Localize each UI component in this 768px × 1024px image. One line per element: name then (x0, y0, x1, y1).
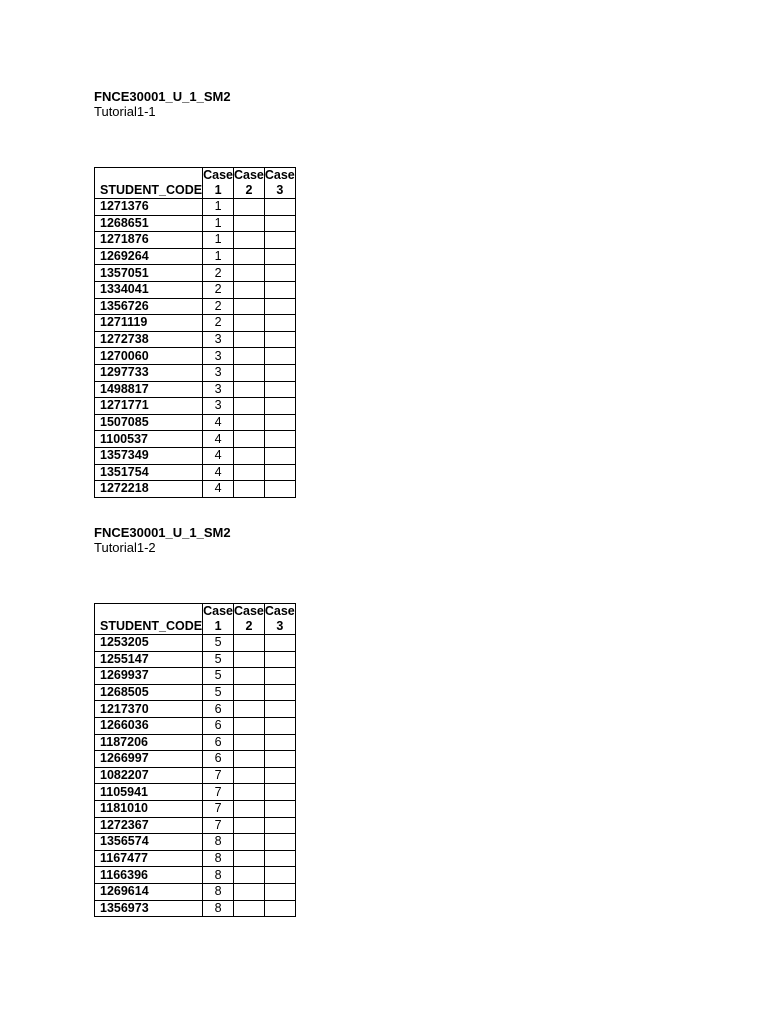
case-2-cell (233, 298, 264, 315)
case-2-cell (233, 398, 264, 415)
case-1-cell: 1 (203, 215, 234, 232)
table-row (95, 817, 296, 834)
tutorial-section-1 (94, 89, 295, 496)
case-1-cell: 8 (203, 867, 234, 884)
case-1-cell: 8 (203, 900, 234, 917)
case-1-cell: 4 (203, 481, 234, 498)
case-3-cell (264, 265, 295, 282)
case-2-cell (233, 701, 264, 718)
case-3-cell (264, 315, 295, 332)
student-code-cell: 1507085 (95, 414, 203, 431)
case-2-cell (233, 900, 264, 917)
case-1-cell: 3 (203, 381, 234, 398)
case-2-cell (233, 800, 264, 817)
case-1-cell: 7 (203, 767, 234, 784)
case-3-cell (264, 348, 295, 365)
case-1-cell: 6 (203, 717, 234, 734)
table-row (95, 447, 296, 464)
case-3-cell (264, 651, 295, 668)
case-3-cell (264, 381, 295, 398)
case-2-cell (233, 199, 264, 216)
case-3-cell (264, 481, 295, 498)
table-header-row (95, 168, 296, 199)
case-2-cell (233, 867, 264, 884)
case-1-cell: 2 (203, 281, 234, 298)
case-2-cell (233, 381, 264, 398)
case-3-cell (264, 900, 295, 917)
case-1-cell: 2 (203, 298, 234, 315)
tutorial-section-2 (94, 525, 295, 915)
student-code-cell: 1356574 (95, 834, 203, 851)
case-1-cell: 8 (203, 883, 234, 900)
case-2-cell (233, 364, 264, 381)
case-2-cell (233, 331, 264, 348)
table-row (95, 684, 296, 701)
student-code-cell: 1266036 (95, 717, 203, 734)
student-code-cell: 1269614 (95, 883, 203, 900)
case-2-cell (233, 883, 264, 900)
case-2-cell (233, 265, 264, 282)
case-1-cell: 4 (203, 447, 234, 464)
table-row (95, 364, 296, 381)
case-2-cell (233, 348, 264, 365)
case-3-cell (264, 199, 295, 216)
student-table (94, 167, 296, 498)
case-3-cell (264, 668, 295, 685)
case-3-cell (264, 248, 295, 265)
case-3-cell (264, 364, 295, 381)
case-1-cell: 4 (203, 431, 234, 448)
student-code-cell: 1105941 (95, 784, 203, 801)
column-header-case-2: Case 2 (233, 604, 264, 633)
student-code-cell: 1297733 (95, 364, 203, 381)
case-3-cell (264, 684, 295, 701)
student-code-cell: 1270060 (95, 348, 203, 365)
table-row (95, 398, 296, 415)
case-2-cell (233, 850, 264, 867)
table-row (95, 265, 296, 282)
section-subtitle: Tutorial1-1 (94, 104, 156, 119)
case-3-cell (264, 800, 295, 817)
case-1-cell: 6 (203, 734, 234, 751)
case-1-cell: 2 (203, 315, 234, 332)
table-row (95, 348, 296, 365)
student-code-cell: 1334041 (95, 281, 203, 298)
student-code-cell: 1181010 (95, 800, 203, 817)
table-row (95, 281, 296, 298)
case-3-cell (264, 751, 295, 768)
table-header-row (95, 604, 296, 635)
case-1-cell: 3 (203, 364, 234, 381)
case-1-cell: 6 (203, 751, 234, 768)
case-3-cell (264, 767, 295, 784)
student-code-cell: 1271771 (95, 398, 203, 415)
case-1-cell: 8 (203, 850, 234, 867)
case-1-cell: 6 (203, 701, 234, 718)
case-2-cell (233, 447, 264, 464)
case-3-cell (264, 635, 295, 652)
case-1-cell: 3 (203, 348, 234, 365)
table-row (95, 784, 296, 801)
case-2-cell (233, 248, 264, 265)
student-code-cell: 1271876 (95, 232, 203, 249)
column-header-case-1: Case 1 (203, 604, 233, 633)
table-row (95, 800, 296, 817)
student-code-cell: 1498817 (95, 381, 203, 398)
student-code-cell: 1253205 (95, 635, 203, 652)
table-row (95, 315, 296, 332)
section-title: FNCE30001_U_1_SM2 (94, 525, 231, 540)
student-code-cell: 1357349 (95, 447, 203, 464)
table-row (95, 381, 296, 398)
student-code-cell: 1166396 (95, 867, 203, 884)
case-2-cell (233, 431, 264, 448)
student-code-cell: 1269264 (95, 248, 203, 265)
student-table (94, 603, 296, 917)
case-1-cell: 3 (203, 398, 234, 415)
case-1-cell: 5 (203, 635, 234, 652)
case-3-cell (264, 447, 295, 464)
case-2-cell (233, 315, 264, 332)
case-2-cell (233, 734, 264, 751)
case-3-cell (264, 281, 295, 298)
case-1-cell: 7 (203, 800, 234, 817)
table-row (95, 464, 296, 481)
student-code-cell: 1272367 (95, 817, 203, 834)
case-3-cell (264, 817, 295, 834)
column-header-student-code: STUDENT_CODE (95, 604, 203, 635)
case-1-cell: 4 (203, 464, 234, 481)
case-2-cell (233, 834, 264, 851)
case-1-cell: 5 (203, 684, 234, 701)
column-header-case-3: Case 3 (264, 604, 295, 633)
case-3-cell (264, 867, 295, 884)
table-row (95, 701, 296, 718)
case-1-cell: 4 (203, 414, 234, 431)
section-title: FNCE30001_U_1_SM2 (94, 89, 231, 104)
student-code-cell: 1272218 (95, 481, 203, 498)
case-2-cell (233, 232, 264, 249)
case-2-cell (233, 414, 264, 431)
student-code-cell: 1272738 (95, 331, 203, 348)
case-2-cell (233, 767, 264, 784)
case-3-cell (264, 850, 295, 867)
column-header-case-1: Case 1 (203, 168, 233, 197)
table-row (95, 431, 296, 448)
table-row (95, 668, 296, 685)
case-2-cell (233, 817, 264, 834)
table-row (95, 751, 296, 768)
column-header-case-2: Case 2 (233, 168, 264, 197)
case-2-cell (233, 684, 264, 701)
case-1-cell: 3 (203, 331, 234, 348)
student-code-cell: 1356973 (95, 900, 203, 917)
case-3-cell (264, 215, 295, 232)
case-3-cell (264, 431, 295, 448)
case-2-cell (233, 784, 264, 801)
student-code-cell: 1266997 (95, 751, 203, 768)
case-1-cell: 1 (203, 199, 234, 216)
table-row (95, 481, 296, 498)
table-row (95, 717, 296, 734)
student-code-cell: 1351754 (95, 464, 203, 481)
table-row (95, 767, 296, 784)
student-code-cell: 1217370 (95, 701, 203, 718)
table-row (95, 867, 296, 884)
case-3-cell (264, 834, 295, 851)
case-2-cell (233, 481, 264, 498)
table-row (95, 900, 296, 917)
table-row (95, 331, 296, 348)
student-code-cell: 1100537 (95, 431, 203, 448)
table-row (95, 651, 296, 668)
case-2-cell (233, 464, 264, 481)
case-3-cell (264, 701, 295, 718)
case-2-cell (233, 281, 264, 298)
case-2-cell (233, 635, 264, 652)
student-code-cell: 1271376 (95, 199, 203, 216)
table-row (95, 248, 296, 265)
student-code-cell: 1268651 (95, 215, 203, 232)
case-1-cell: 1 (203, 232, 234, 249)
table-row (95, 834, 296, 851)
student-code-cell: 1268505 (95, 684, 203, 701)
student-code-cell: 1271119 (95, 315, 203, 332)
student-code-cell: 1356726 (95, 298, 203, 315)
case-1-cell: 7 (203, 817, 234, 834)
case-3-cell (264, 298, 295, 315)
table-row (95, 215, 296, 232)
case-1-cell: 7 (203, 784, 234, 801)
case-1-cell: 1 (203, 248, 234, 265)
table-row (95, 232, 296, 249)
table-row (95, 414, 296, 431)
case-2-cell (233, 215, 264, 232)
table-row (95, 850, 296, 867)
case-1-cell: 5 (203, 668, 234, 685)
case-3-cell (264, 464, 295, 481)
section-subtitle: Tutorial1-2 (94, 540, 156, 555)
case-1-cell: 5 (203, 651, 234, 668)
case-3-cell (264, 717, 295, 734)
case-3-cell (264, 883, 295, 900)
case-3-cell (264, 232, 295, 249)
case-3-cell (264, 398, 295, 415)
case-2-cell (233, 751, 264, 768)
student-code-cell: 1269937 (95, 668, 203, 685)
student-code-cell: 1082207 (95, 767, 203, 784)
table-row (95, 298, 296, 315)
case-1-cell: 8 (203, 834, 234, 851)
case-3-cell (264, 784, 295, 801)
table-row (95, 734, 296, 751)
case-2-cell (233, 651, 264, 668)
case-1-cell: 2 (203, 265, 234, 282)
student-code-cell: 1187206 (95, 734, 203, 751)
case-3-cell (264, 414, 295, 431)
student-code-cell: 1357051 (95, 265, 203, 282)
case-2-cell (233, 717, 264, 734)
case-3-cell (264, 734, 295, 751)
case-3-cell (264, 331, 295, 348)
table-row (95, 635, 296, 652)
table-row (95, 199, 296, 216)
column-header-student-code: STUDENT_CODE (95, 168, 203, 199)
column-header-case-3: Case 3 (264, 168, 295, 197)
student-code-cell: 1167477 (95, 850, 203, 867)
case-2-cell (233, 668, 264, 685)
table-row (95, 883, 296, 900)
student-code-cell: 1255147 (95, 651, 203, 668)
